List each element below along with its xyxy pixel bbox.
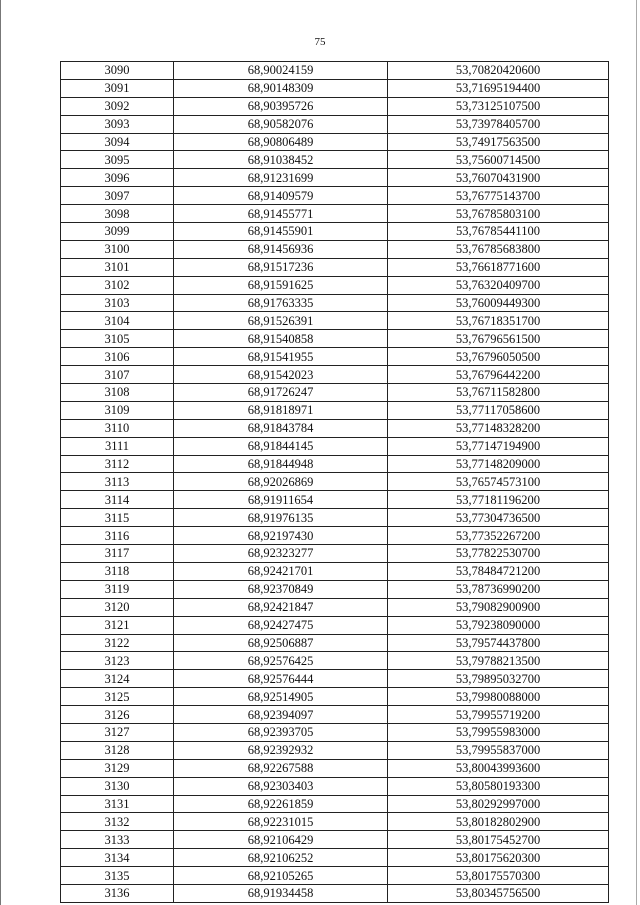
latitude-cell: 68,91934458 bbox=[174, 884, 388, 902]
longitude-cell: 53,73125107500 bbox=[388, 97, 609, 115]
longitude-cell: 53,77304736500 bbox=[388, 509, 609, 527]
longitude-cell: 53,79574437800 bbox=[388, 634, 609, 652]
table-row bbox=[61, 849, 609, 867]
latitude-cell: 68,92370849 bbox=[174, 580, 388, 598]
longitude-cell: 53,76785683800 bbox=[388, 240, 609, 258]
point-number-cell: 3117 bbox=[61, 545, 174, 563]
latitude-cell: 68,91843784 bbox=[174, 419, 388, 437]
table-row bbox=[61, 527, 609, 545]
latitude-cell: 68,92231015 bbox=[174, 813, 388, 831]
point-number-cell: 3115 bbox=[61, 509, 174, 527]
point-number-cell: 3103 bbox=[61, 294, 174, 312]
latitude-cell: 68,92506887 bbox=[174, 634, 388, 652]
longitude-cell: 53,76796050500 bbox=[388, 348, 609, 366]
longitude-cell: 53,76009449300 bbox=[388, 294, 609, 312]
point-number-cell: 3112 bbox=[61, 455, 174, 473]
longitude-cell: 53,75600714500 bbox=[388, 151, 609, 169]
longitude-cell: 53,80292997000 bbox=[388, 795, 609, 813]
point-number-cell: 3120 bbox=[61, 598, 174, 616]
latitude-cell: 68,91911654 bbox=[174, 491, 388, 509]
longitude-cell: 53,80345756500 bbox=[388, 884, 609, 902]
latitude-cell: 68,91038452 bbox=[174, 151, 388, 169]
point-number-cell: 3108 bbox=[61, 384, 174, 402]
point-number-cell: 3123 bbox=[61, 652, 174, 670]
longitude-cell: 53,79082900900 bbox=[388, 598, 609, 616]
latitude-cell: 68,90148309 bbox=[174, 79, 388, 97]
point-number-cell: 3091 bbox=[61, 79, 174, 97]
point-number-cell: 3132 bbox=[61, 813, 174, 831]
table-row bbox=[61, 187, 609, 205]
longitude-cell: 53,74917563500 bbox=[388, 133, 609, 151]
coordinates-table bbox=[60, 61, 609, 903]
latitude-cell: 68,92421847 bbox=[174, 598, 388, 616]
latitude-cell: 68,92421701 bbox=[174, 562, 388, 580]
point-number-cell: 3116 bbox=[61, 527, 174, 545]
latitude-cell: 68,92106252 bbox=[174, 849, 388, 867]
longitude-cell: 53,77822530700 bbox=[388, 545, 609, 563]
page-edge-right bbox=[636, 0, 637, 905]
point-number-cell: 3102 bbox=[61, 276, 174, 294]
table-row bbox=[61, 795, 609, 813]
table-row bbox=[61, 580, 609, 598]
latitude-cell: 68,91726247 bbox=[174, 384, 388, 402]
table-row bbox=[61, 223, 609, 241]
point-number-cell: 3131 bbox=[61, 795, 174, 813]
latitude-cell: 68,91542023 bbox=[174, 366, 388, 384]
point-number-cell: 3121 bbox=[61, 616, 174, 634]
table-row bbox=[61, 670, 609, 688]
longitude-cell: 53,77148209000 bbox=[388, 455, 609, 473]
table-row bbox=[61, 473, 609, 491]
latitude-cell: 68,92394097 bbox=[174, 706, 388, 724]
point-number-cell: 3134 bbox=[61, 849, 174, 867]
point-number-cell: 3128 bbox=[61, 741, 174, 759]
latitude-cell: 68,91541955 bbox=[174, 348, 388, 366]
longitude-cell: 53,80182802900 bbox=[388, 813, 609, 831]
point-number-cell: 3126 bbox=[61, 706, 174, 724]
longitude-cell: 53,73978405700 bbox=[388, 115, 609, 133]
point-number-cell: 3090 bbox=[61, 62, 174, 80]
table-row bbox=[61, 205, 609, 223]
point-number-cell: 3101 bbox=[61, 258, 174, 276]
latitude-cell: 68,91818971 bbox=[174, 401, 388, 419]
page-edge-left bbox=[0, 0, 1, 905]
longitude-cell: 53,76796561500 bbox=[388, 330, 609, 348]
latitude-cell: 68,92197430 bbox=[174, 527, 388, 545]
longitude-cell: 53,78484721200 bbox=[388, 562, 609, 580]
table-row bbox=[61, 723, 609, 741]
point-number-cell: 3135 bbox=[61, 867, 174, 885]
point-number-cell: 3130 bbox=[61, 777, 174, 795]
latitude-cell: 68,91517236 bbox=[174, 258, 388, 276]
longitude-cell: 53,76785803100 bbox=[388, 205, 609, 223]
point-number-cell: 3094 bbox=[61, 133, 174, 151]
table-row bbox=[61, 384, 609, 402]
latitude-cell: 68,90582076 bbox=[174, 115, 388, 133]
latitude-cell: 68,91844948 bbox=[174, 455, 388, 473]
point-number-cell: 3129 bbox=[61, 759, 174, 777]
point-number-cell: 3136 bbox=[61, 884, 174, 902]
table-row bbox=[61, 330, 609, 348]
table-row bbox=[61, 240, 609, 258]
table-row bbox=[61, 79, 609, 97]
latitude-cell: 68,92026869 bbox=[174, 473, 388, 491]
latitude-cell: 68,92323277 bbox=[174, 545, 388, 563]
latitude-cell: 68,91455771 bbox=[174, 205, 388, 223]
point-number-cell: 3098 bbox=[61, 205, 174, 223]
latitude-cell: 68,91844145 bbox=[174, 437, 388, 455]
longitude-cell: 53,79955983000 bbox=[388, 723, 609, 741]
point-number-cell: 3127 bbox=[61, 723, 174, 741]
table-row bbox=[61, 867, 609, 885]
point-number-cell: 3092 bbox=[61, 97, 174, 115]
table-row bbox=[61, 598, 609, 616]
latitude-cell: 68,91456936 bbox=[174, 240, 388, 258]
latitude-cell: 68,90024159 bbox=[174, 62, 388, 80]
longitude-cell: 53,79895032700 bbox=[388, 670, 609, 688]
longitude-cell: 53,79238090000 bbox=[388, 616, 609, 634]
latitude-cell: 68,92392932 bbox=[174, 741, 388, 759]
table-row bbox=[61, 509, 609, 527]
table-row bbox=[61, 831, 609, 849]
longitude-cell: 53,76618771600 bbox=[388, 258, 609, 276]
page-number: 75 bbox=[314, 36, 326, 48]
latitude-cell: 68,92267588 bbox=[174, 759, 388, 777]
longitude-cell: 53,76320409700 bbox=[388, 276, 609, 294]
table-row bbox=[61, 312, 609, 330]
table-row bbox=[61, 562, 609, 580]
point-number-cell: 3125 bbox=[61, 688, 174, 706]
point-number-cell: 3113 bbox=[61, 473, 174, 491]
longitude-cell: 53,80175570300 bbox=[388, 867, 609, 885]
table-row bbox=[61, 884, 609, 902]
table-row bbox=[61, 813, 609, 831]
table-row bbox=[61, 616, 609, 634]
latitude-cell: 68,90395726 bbox=[174, 97, 388, 115]
point-number-cell: 3114 bbox=[61, 491, 174, 509]
longitude-cell: 53,79955837000 bbox=[388, 741, 609, 759]
point-number-cell: 3124 bbox=[61, 670, 174, 688]
longitude-cell: 53,76785441100 bbox=[388, 223, 609, 241]
table-row bbox=[61, 419, 609, 437]
point-number-cell: 3099 bbox=[61, 223, 174, 241]
longitude-cell: 53,77117058600 bbox=[388, 401, 609, 419]
point-number-cell: 3118 bbox=[61, 562, 174, 580]
table-row bbox=[61, 294, 609, 312]
longitude-cell: 53,77148328200 bbox=[388, 419, 609, 437]
longitude-cell: 53,79980088000 bbox=[388, 688, 609, 706]
table-row bbox=[61, 634, 609, 652]
latitude-cell: 68,91231699 bbox=[174, 169, 388, 187]
latitude-cell: 68,92427475 bbox=[174, 616, 388, 634]
table-row bbox=[61, 62, 609, 80]
point-number-cell: 3093 bbox=[61, 115, 174, 133]
point-number-cell: 3105 bbox=[61, 330, 174, 348]
latitude-cell: 68,91540858 bbox=[174, 330, 388, 348]
longitude-cell: 53,76718351700 bbox=[388, 312, 609, 330]
table-row bbox=[61, 401, 609, 419]
longitude-cell: 53,79788213500 bbox=[388, 652, 609, 670]
point-number-cell: 3110 bbox=[61, 419, 174, 437]
longitude-cell: 53,80175620300 bbox=[388, 849, 609, 867]
table-row bbox=[61, 652, 609, 670]
latitude-cell: 68,91455901 bbox=[174, 223, 388, 241]
longitude-cell: 53,71695194400 bbox=[388, 79, 609, 97]
point-number-cell: 3122 bbox=[61, 634, 174, 652]
table-row bbox=[61, 115, 609, 133]
point-number-cell: 3119 bbox=[61, 580, 174, 598]
latitude-cell: 68,92106429 bbox=[174, 831, 388, 849]
table-row bbox=[61, 545, 609, 563]
latitude-cell: 68,92576425 bbox=[174, 652, 388, 670]
longitude-cell: 53,77147194900 bbox=[388, 437, 609, 455]
longitude-cell: 53,76796442200 bbox=[388, 366, 609, 384]
point-number-cell: 3109 bbox=[61, 401, 174, 419]
longitude-cell: 53,76070431900 bbox=[388, 169, 609, 187]
point-number-cell: 3107 bbox=[61, 366, 174, 384]
table-row bbox=[61, 688, 609, 706]
latitude-cell: 68,92303403 bbox=[174, 777, 388, 795]
latitude-cell: 68,92105265 bbox=[174, 867, 388, 885]
longitude-cell: 53,80580193300 bbox=[388, 777, 609, 795]
table-row bbox=[61, 133, 609, 151]
table-row bbox=[61, 151, 609, 169]
latitude-cell: 68,92514905 bbox=[174, 688, 388, 706]
longitude-cell: 53,78736990200 bbox=[388, 580, 609, 598]
point-number-cell: 3104 bbox=[61, 312, 174, 330]
point-number-cell: 3133 bbox=[61, 831, 174, 849]
latitude-cell: 68,92261859 bbox=[174, 795, 388, 813]
point-number-cell: 3111 bbox=[61, 437, 174, 455]
latitude-cell: 68,90806489 bbox=[174, 133, 388, 151]
latitude-cell: 68,91409579 bbox=[174, 187, 388, 205]
longitude-cell: 53,76574573100 bbox=[388, 473, 609, 491]
longitude-cell: 53,80043993600 bbox=[388, 759, 609, 777]
longitude-cell: 53,80175452700 bbox=[388, 831, 609, 849]
longitude-cell: 53,79955719200 bbox=[388, 706, 609, 724]
longitude-cell: 53,77352267200 bbox=[388, 527, 609, 545]
table-row bbox=[61, 348, 609, 366]
latitude-cell: 68,91763335 bbox=[174, 294, 388, 312]
table-row bbox=[61, 366, 609, 384]
table-row bbox=[61, 276, 609, 294]
table-row bbox=[61, 97, 609, 115]
table-row bbox=[61, 455, 609, 473]
table-row bbox=[61, 491, 609, 509]
table-row bbox=[61, 258, 609, 276]
latitude-cell: 68,91526391 bbox=[174, 312, 388, 330]
table-row bbox=[61, 437, 609, 455]
table-row bbox=[61, 759, 609, 777]
latitude-cell: 68,91976135 bbox=[174, 509, 388, 527]
point-number-cell: 3095 bbox=[61, 151, 174, 169]
point-number-cell: 3096 bbox=[61, 169, 174, 187]
latitude-cell: 68,91591625 bbox=[174, 276, 388, 294]
table-row bbox=[61, 169, 609, 187]
longitude-cell: 53,70820420600 bbox=[388, 62, 609, 80]
latitude-cell: 68,92393705 bbox=[174, 723, 388, 741]
point-number-cell: 3100 bbox=[61, 240, 174, 258]
longitude-cell: 53,76711582800 bbox=[388, 384, 609, 402]
longitude-cell: 53,76775143700 bbox=[388, 187, 609, 205]
longitude-cell: 53,77181196200 bbox=[388, 491, 609, 509]
point-number-cell: 3106 bbox=[61, 348, 174, 366]
table-row bbox=[61, 706, 609, 724]
latitude-cell: 68,92576444 bbox=[174, 670, 388, 688]
table-row bbox=[61, 777, 609, 795]
point-number-cell: 3097 bbox=[61, 187, 174, 205]
table-row bbox=[61, 741, 609, 759]
coordinates-table-body bbox=[61, 62, 609, 903]
